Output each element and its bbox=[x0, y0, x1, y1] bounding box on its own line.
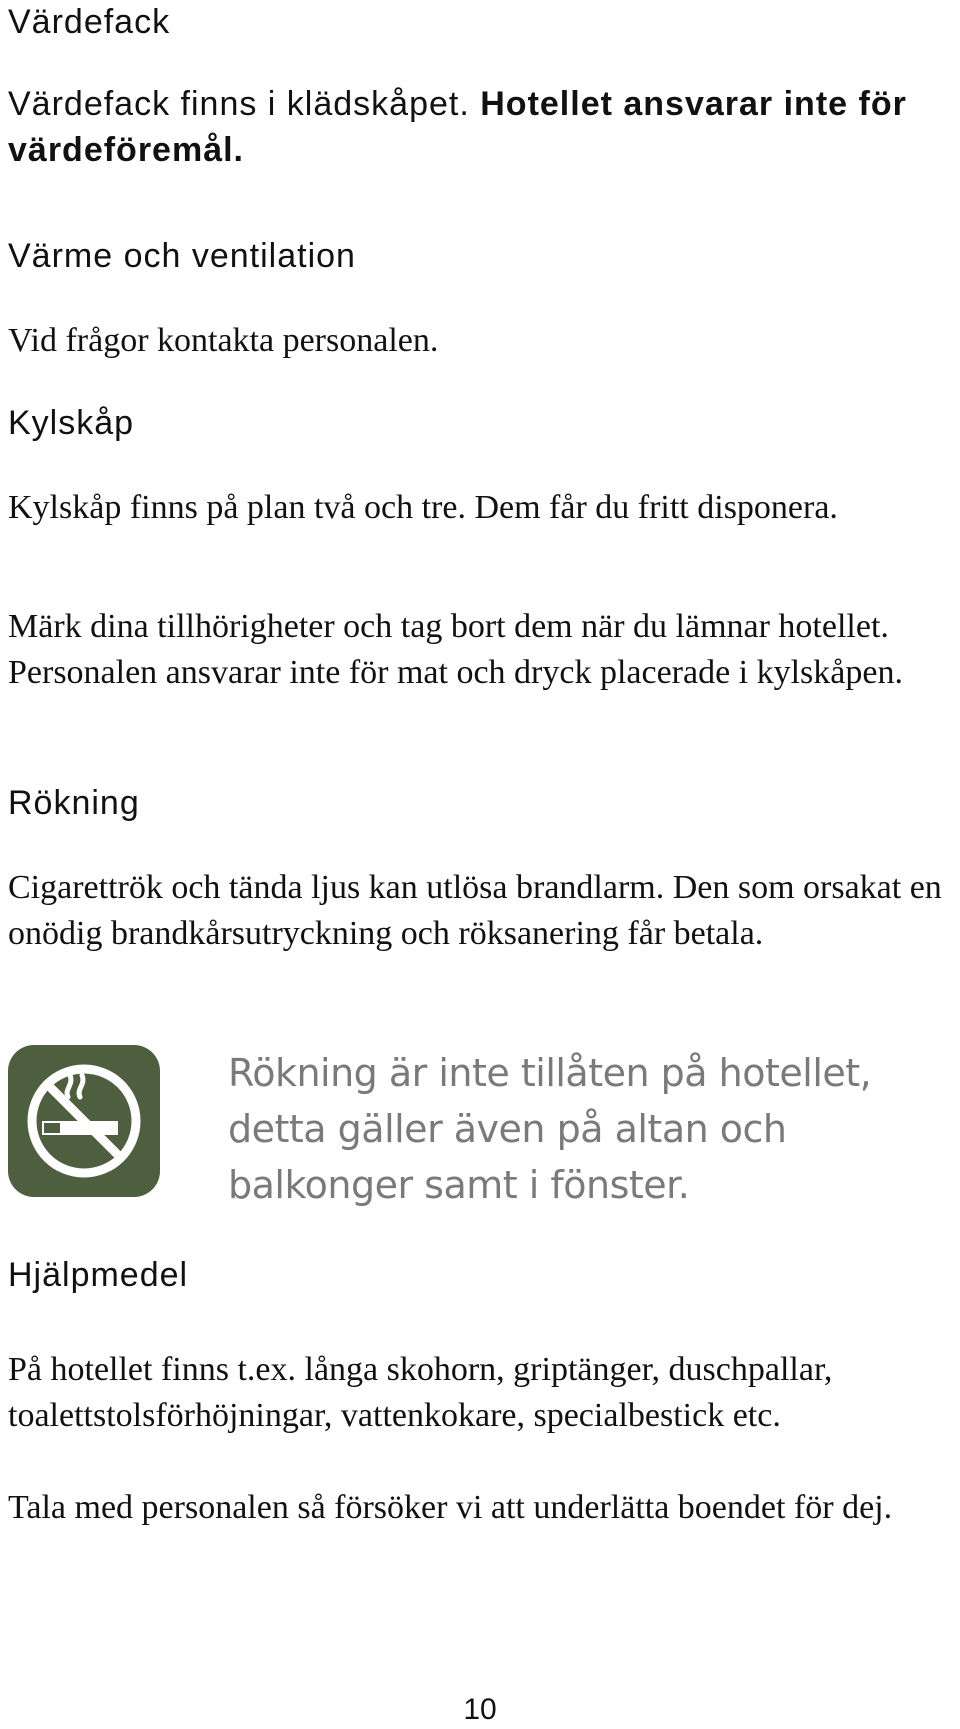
notice-line: Rökning är inte tillåten på hotellet, bbox=[228, 1051, 872, 1095]
notice-line: balkonger samt i fönster. bbox=[228, 1163, 690, 1207]
paragraph-hjalpmedel-2: Tala med personalen så försöker vi att underlätta boendet för dej. bbox=[8, 1489, 893, 1526]
paragraph-kylskap-1: Kylskåp finns på plan två och tre. Dem får du fritt disponera. bbox=[8, 489, 838, 526]
heading-vardefack: Värdefack bbox=[8, 3, 171, 41]
vardefack-text: Värdefack finns i klädskåpet. bbox=[8, 85, 470, 123]
notice-line: detta gäller även på altan och bbox=[228, 1107, 787, 1151]
heading-kylskap: Kylskåp bbox=[8, 404, 135, 442]
no-smoking-notice-text bbox=[228, 1045, 948, 1213]
paragraph-rokning: Cigarettrök och tända ljus kan utlösa brandlarm. Den som orsakat en onödig brandkårsutryckning och röksanering får betala. bbox=[8, 869, 942, 952]
paragraph-kylskap-2: Märk dina tillhörigheter och tag bort dem när du lämnar hotellet. Personalen ansvarar inte för mat och dryck placerade i kylskåpen. bbox=[8, 608, 903, 691]
heading-varme: Värme och ventilation bbox=[8, 237, 356, 275]
paragraph-hjalpmedel-1: På hotellet finns t.ex. långa skohorn, griptänger, duschpallar, toalettstolsförhöjningar, vattenkokare, specialbestick etc. bbox=[8, 1351, 833, 1434]
no-smoking-notice bbox=[8, 1045, 948, 1205]
heading-rokning: Rökning bbox=[8, 784, 140, 822]
page-number: 10 bbox=[463, 1693, 497, 1726]
vardefack-warning: Hotellet ansvarar inte för värdeföremål. bbox=[8, 85, 907, 169]
heading-hjalpmedel: Hjälpmedel bbox=[8, 1256, 189, 1294]
no-smoking-icon-graphic bbox=[8, 1045, 160, 1197]
no-smoking-icon bbox=[8, 1045, 160, 1197]
paragraph-vardefack bbox=[8, 81, 908, 173]
paragraph-varme: Vid frågor kontakta personalen. bbox=[8, 322, 439, 359]
